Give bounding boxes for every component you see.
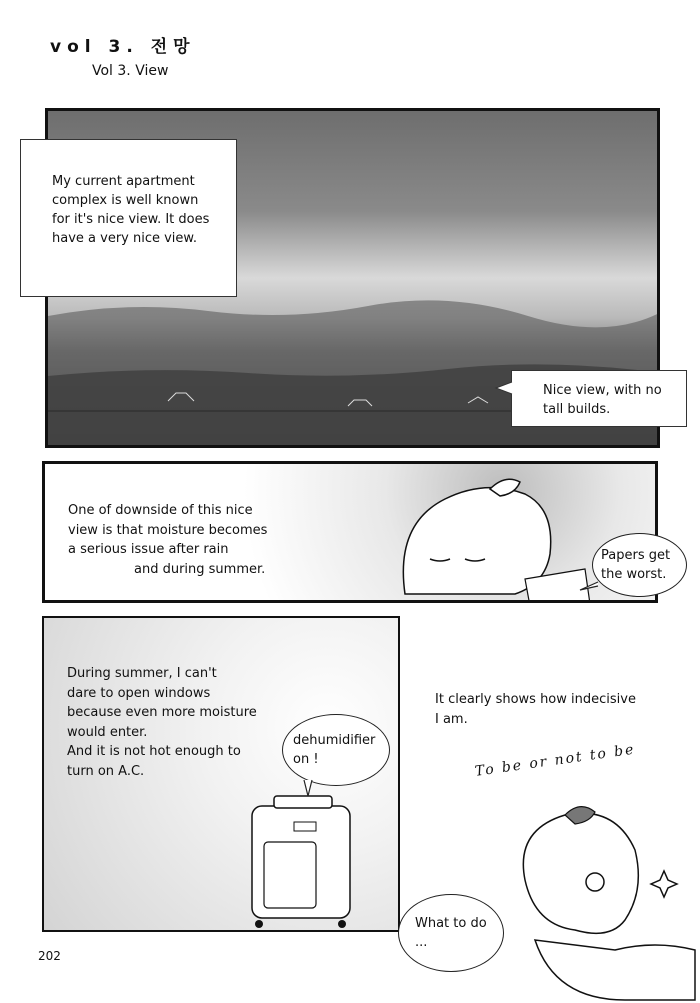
speech-bubble-what-to-do: What to do ... (398, 894, 504, 972)
chapter-subtitle: Vol 3. View (92, 63, 169, 79)
girl-thinking-drawing (495, 800, 700, 1003)
speech-bubble-dehumidifier: dehumidifier on ! (282, 714, 390, 786)
note-pointer (494, 380, 516, 396)
note-box-view: Nice view, with no tall builds. (511, 370, 687, 427)
speech-bubble-papers: Papers get the worst. (592, 533, 687, 597)
chapter-title: vol 3. 전망 (50, 37, 196, 57)
narration-indecisive (435, 690, 636, 729)
narration-moisture (68, 501, 267, 579)
narration-line: view is that moisture becomes (68, 522, 268, 538)
narration-line: And it is not hot enough to (67, 744, 241, 759)
handwritten-text: To be or not to be (474, 741, 637, 780)
narration-line: and during summer. (134, 561, 266, 577)
narration-line: During summer, I can't (67, 666, 217, 681)
narration-line: It clearly shows how indecisive (435, 692, 636, 707)
narration-line: dare to open windows (67, 685, 211, 701)
narration-line: I am. (435, 711, 468, 727)
page-number: 202 (38, 949, 61, 963)
bubble-tail-dehumidifier (300, 778, 316, 798)
bubble-tail-papers (578, 578, 600, 594)
narration-line: would enter. (67, 724, 148, 740)
narration-summer (67, 664, 257, 781)
narration-line: a serious issue after rain (68, 542, 229, 557)
narration-line: because even more moisture (67, 705, 257, 720)
narration-line: One of downside of this nice (68, 503, 253, 518)
narration-box-view: My current apartment complex is well known for it's nice view. It does have a very nice view. (20, 139, 237, 297)
narration-line: turn on A.C. (67, 763, 145, 779)
